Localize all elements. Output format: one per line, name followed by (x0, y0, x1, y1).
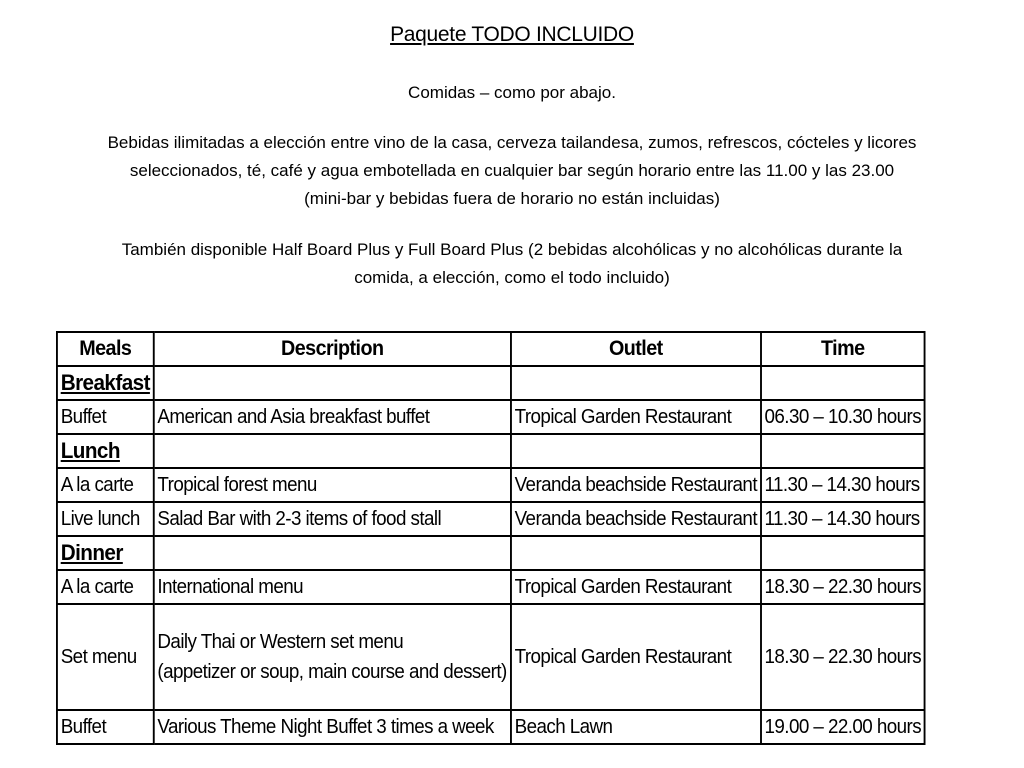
meal-cell: Buffet (57, 400, 154, 434)
outlet-cell: Tropical Garden Restaurant (511, 400, 761, 434)
outlet-cell: Veranda beachside Restaurant (511, 502, 761, 536)
meal-cell: Set menu (57, 604, 154, 710)
description-cell (154, 366, 511, 400)
time-cell: 06.30 – 10.30 hours (761, 400, 925, 434)
description-cell (154, 604, 511, 710)
plus-line-2: comida, a elección, como el todo incluido) (354, 268, 670, 287)
table-row (57, 400, 925, 434)
table-row (57, 570, 925, 604)
page-title: Paquete TODO INCLUIDO (390, 23, 634, 46)
table-row (57, 502, 925, 536)
meal-cell: Live lunch (57, 502, 154, 536)
outlet-cell (511, 536, 761, 570)
description-cell: Various Theme Night Buffet 3 times a week (154, 710, 511, 744)
time-cell: 18.30 – 22.30 hours (761, 604, 925, 710)
time-cell: 11.30 – 14.30 hours (761, 468, 925, 502)
meal-cell: Dinner (57, 536, 154, 570)
time-cell (761, 366, 925, 400)
description-cell: International menu (154, 570, 511, 604)
description-cell (154, 434, 511, 468)
drinks-line-2: seleccionados, té, café y agua embotellada en cualquier bar según horario entre las 11.00 y las 23.00 (129, 161, 895, 180)
meal-cell: Breakfast (57, 366, 154, 400)
description-line-1: Daily Thai or Western set menu (157, 631, 404, 653)
description-line-2: (appetizer or soup, main course and dessert) (157, 661, 507, 683)
outlet-cell: Tropical Garden Restaurant (511, 570, 761, 604)
outlet-cell: Tropical Garden Restaurant (511, 604, 761, 710)
meal-cell: Lunch (57, 434, 154, 468)
table-row-breakfast-section (57, 366, 925, 400)
outlet-cell (511, 434, 761, 468)
meal-schedule-table (56, 331, 926, 745)
outlet-cell: Veranda beachside Restaurant (511, 468, 761, 502)
table-row-dinner-section (57, 536, 925, 570)
table-row (57, 604, 925, 710)
outlet-cell (511, 366, 761, 400)
meal-cell: A la carte (57, 570, 154, 604)
time-cell: 11.30 – 14.30 hours (761, 502, 925, 536)
header-time: Time (761, 332, 925, 366)
meal-cell: A la carte (57, 468, 154, 502)
table-row (57, 710, 925, 744)
meal-cell: Buffet (57, 710, 154, 744)
description-cell: Salad Bar with 2-3 items of food stall (154, 502, 511, 536)
plus-line-1: También disponible Half Board Plus y Full Board Plus (2 bebidas alcohólicas y no alcohólicas durante la (121, 240, 903, 259)
description-cell: Tropical forest menu (154, 468, 511, 502)
header-outlet: Outlet (511, 332, 761, 366)
time-cell: 19.00 – 22.00 hours (761, 710, 925, 744)
time-cell (761, 434, 925, 468)
drinks-line-1: Bebidas ilimitadas a elección entre vino de la casa, cerveza tailandesa, zumos, refrescos, cócteles y licores (107, 133, 917, 152)
time-cell: 18.30 – 22.30 hours (761, 570, 925, 604)
table-row (57, 468, 925, 502)
drinks-line-3: (mini-bar y bebidas fuera de horario no están incluidas) (304, 189, 720, 208)
table-header-row (57, 332, 925, 366)
description-cell: American and Asia breakfast buffet (154, 400, 511, 434)
outlet-cell: Beach Lawn (511, 710, 761, 744)
header-description: Description (154, 332, 511, 366)
table-row-lunch-section (57, 434, 925, 468)
header-meals: Meals (57, 332, 154, 366)
description-cell (154, 536, 511, 570)
time-cell (761, 536, 925, 570)
meals-note: Comidas – como por abajo. (408, 83, 616, 102)
